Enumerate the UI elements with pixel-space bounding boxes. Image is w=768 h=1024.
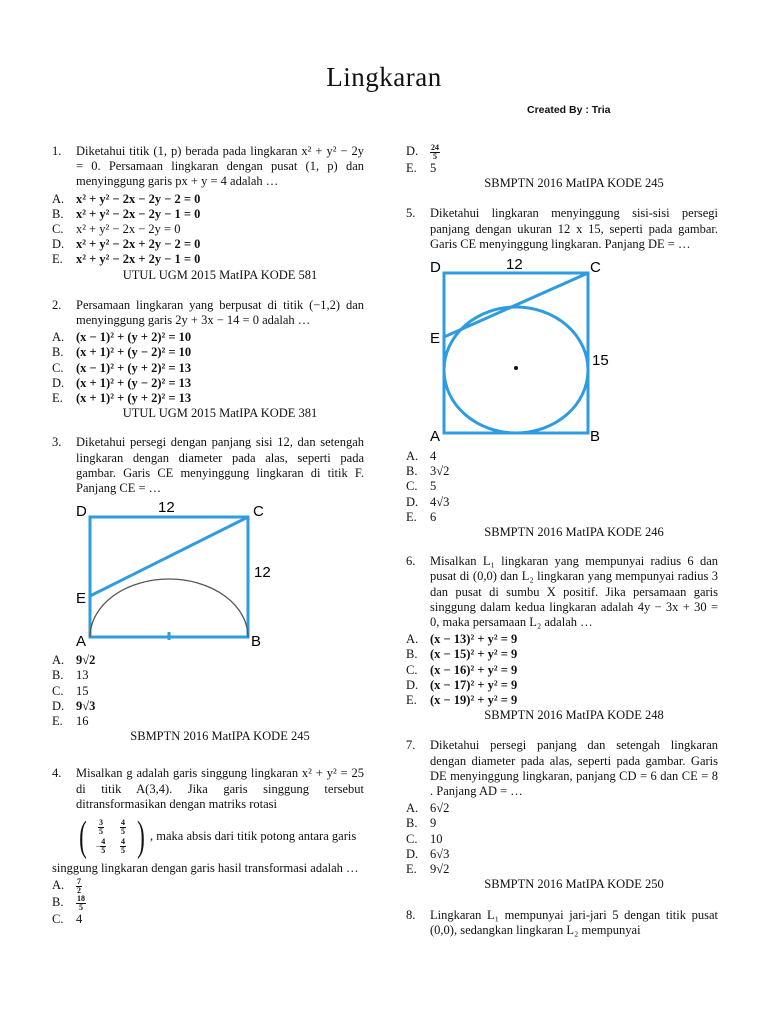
question-2: [52, 298, 364, 422]
question-6: [406, 554, 718, 723]
question-number: 8.: [406, 907, 416, 922]
rectangle-circle-figure: [430, 255, 620, 443]
options: [406, 801, 718, 877]
options: [406, 449, 718, 525]
option-c: C. 4: [52, 912, 83, 927]
option-b: B. 13: [52, 668, 89, 683]
question-text: Diketahui lingkaran menyinggung sisi-sisi persegi panjang dengan ukuran 12 x 15, seperti pada gambar. Garis CE menyinggung lingkaran. Panjang DE = …: [430, 206, 718, 251]
option-a: A. 9√2: [52, 653, 96, 668]
options: [406, 144, 718, 176]
question-text-continued: , maka absis dari titik potong antara garis: [150, 828, 357, 843]
question-7: [406, 738, 718, 892]
question-source: SBMPTN 2016 MatIPA KODE 245: [130, 729, 310, 744]
option-b: B. $\frac{18}{5}$: [52, 894, 85, 913]
page-title: Lingkaran: [326, 62, 442, 92]
option-d: D. x² + y² − 2x + 2y − 2 = 0: [52, 237, 201, 252]
option-e: E. (x + 1)² + (y + 2)² = 13: [52, 391, 192, 406]
label-d: D: [76, 503, 87, 521]
label-top-length: 12: [506, 256, 523, 274]
option-e: E. 6: [406, 509, 437, 524]
question-text: Misalkan L₁ lingkaran yang mempunyai radius 6 dan pusat di (0,0) dan L₂ lingkaran yang mempunyai radius 3 dan pusat di sumbu X positif. Jika persamaan garis singgung dalam kedua lingkaran adalah 4y − 3x + 30 = 0, maka persamaan L₂ adalah …: [430, 554, 718, 630]
question-text: Diketahui titik (1, p) berada pada lingkaran x² + y² − 2y = 0. Persamaan lingkaran dengan pusat (1, p) dan menyinggung garis px + y = 4 adalah …: [76, 144, 364, 189]
option-e: E. x² + y² − 2x + 2y − 1 = 0: [52, 252, 201, 267]
label-top-length: 12: [158, 499, 175, 517]
option-a: A. 6√2: [406, 801, 450, 816]
question-8: [406, 908, 718, 938]
label-right-length: 15: [592, 352, 609, 370]
question-source: SBMPTN 2016 MatIPA KODE 246: [484, 525, 664, 540]
question-text: Diketahui persegi panjang dan setengah lingkaran dengan diameter pada alas, seperti pada gambar. Garis DE menyinggung lingkaran, panjang CD = 6 dan CE = 8 . Panjang AD = …: [430, 738, 718, 799]
question-text: Lingkaran L₁ mempunyai jari-jari 5 dengan titik pusat (0,0), sedangkan lingkaran L₂ mempunyai: [430, 907, 718, 937]
label-b: B: [251, 633, 262, 648]
option-e: E. 5: [406, 161, 437, 175]
question-4: [52, 766, 364, 927]
option-c: C. x² + y² − 2x − 2y = 0: [52, 222, 181, 237]
question-number: 6.: [406, 554, 416, 569]
question-source: UTUL UGM 2015 MatIPA KODE 381: [122, 406, 318, 421]
option-d: D. (x + 1)² + (y − 2)² = 13: [52, 375, 192, 390]
option-d: D. 6√3: [406, 846, 450, 861]
option-b: B. 9: [406, 816, 437, 831]
question-source: SBMPTN 2016 MatIPA KODE 250: [484, 877, 664, 892]
options: [52, 330, 364, 406]
option-b: B. x² + y² − 2x − 2y − 1 = 0: [52, 206, 201, 221]
question-5: [406, 206, 718, 540]
question-number: 3.: [52, 435, 62, 450]
question-text: Misalkan g adalah garis singgung lingkaran x² + y² = 25 di titik A(3,4). Jika garis singgung tersebut ditransformasikan dengan matriks rotasi: [76, 766, 364, 811]
question-source: SBMPTN 2016 MatIPA KODE 248: [484, 708, 664, 723]
option-b: B. (x − 15)² + y² = 9: [406, 647, 518, 662]
semicircle: [90, 579, 248, 637]
square-semicircle-figure: [76, 499, 276, 647]
label-a: A: [76, 633, 87, 648]
label-d: D: [430, 259, 441, 277]
square-outline: [90, 517, 248, 637]
question-4-continued: [406, 144, 718, 191]
left-column: [52, 144, 364, 928]
rotation-matrix: ( $\frac{3}{5}$ $\frac{4}{5}$ − $\frac{4}{5}$ $\frac{4}{5}$ ): [79, 814, 145, 861]
option-c: C. (x − 1)² + (y + 2)² = 13: [52, 360, 192, 375]
option-e: E. 16: [52, 714, 89, 729]
question-source: UTUL UGM 2015 MatIPA KODE 581: [122, 267, 318, 282]
question-1: [52, 144, 364, 283]
author-credit: Created By : Tria: [527, 104, 611, 116]
tangent-line-ce: [444, 273, 588, 337]
label-e: E: [76, 590, 87, 608]
question-text: Persamaan lingkaran yang berpusat di titik (−1,2) dan menyinggung garis 2y + 3x − 14 = 0 adalah …: [76, 297, 364, 328]
options: [52, 192, 364, 268]
option-d: D. (x − 17)² + y² = 9: [406, 677, 518, 692]
option-e: E. (x − 19)² + y² = 9: [406, 693, 518, 708]
option-d: D. 4√3: [406, 494, 450, 509]
options: [52, 878, 364, 927]
question-number: 2.: [52, 297, 62, 312]
question-3: [52, 435, 364, 744]
question-number: 5.: [406, 206, 416, 221]
options: [52, 653, 364, 729]
option-b: B. 3√2: [406, 464, 450, 479]
label-c: C: [253, 503, 264, 521]
option-a: A. (x − 1)² + (y + 2)² = 10: [52, 330, 192, 345]
rectangle-outline: [444, 273, 588, 433]
tangent-line-ce: [90, 517, 248, 596]
options: [406, 632, 718, 708]
question-text: Diketahui persegi dengan panjang sisi 12, dan setengah lingkaran dengan diameter pada alas, seperti pada gambar. Garis CE menyinggung lingkaran di titik F. Panjang CE = …: [76, 435, 364, 496]
option-c: C. 15: [52, 683, 89, 698]
circle-center: [514, 366, 518, 370]
question-number: 4.: [52, 766, 62, 781]
label-e: E: [430, 330, 441, 348]
option-a: A. (x − 13)² + y² = 9: [406, 632, 518, 647]
right-column: [406, 144, 718, 938]
option-a: A. x² + y² − 2x − 2y − 2 = 0: [52, 191, 201, 206]
option-a: A. 4: [406, 449, 437, 464]
label-right-length: 12: [254, 564, 271, 582]
question-source: SBMPTN 2016 MatIPA KODE 245: [484, 176, 664, 191]
question-number: 7.: [406, 738, 416, 753]
label-c: C: [590, 259, 601, 277]
option-e: E. 9√2: [406, 862, 450, 877]
question-text-last: singgung lingkaran dengan garis hasil transformasi adalah …: [52, 861, 359, 876]
option-c: C. 5: [406, 479, 437, 494]
option-b: B. (x + 1)² + (y − 2)² = 10: [52, 345, 192, 360]
label-b: B: [590, 428, 601, 444]
option-d: D. $\frac{24}{5}$: [406, 143, 439, 161]
option-a: A. $\frac{7}{2}$: [52, 877, 81, 896]
option-c: C. 10: [406, 831, 443, 846]
option-c: C. (x − 16)² + y² = 9: [406, 662, 518, 677]
question-number: 1.: [52, 144, 62, 158]
option-d: D. 9√3: [52, 698, 96, 713]
label-a: A: [430, 428, 441, 444]
